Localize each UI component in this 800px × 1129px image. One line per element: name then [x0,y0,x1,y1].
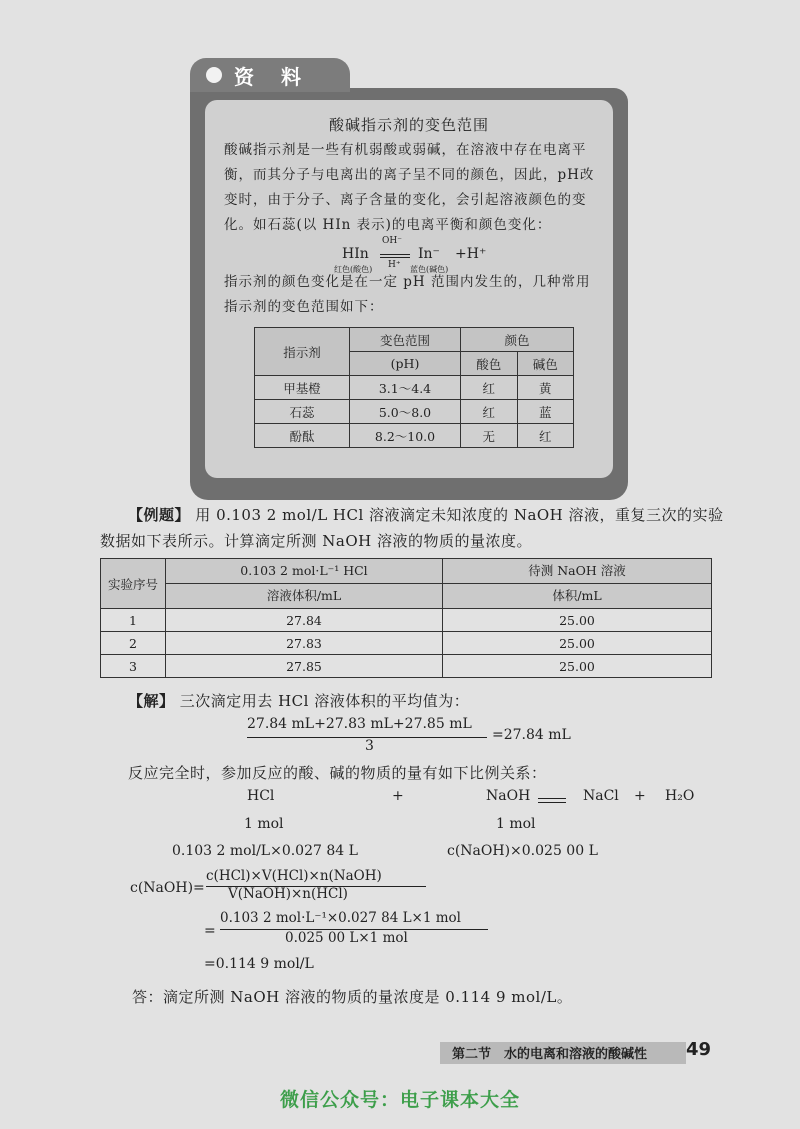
cell-range: 3.1～4.4 [350,376,461,400]
watermark: 微信公众号：电子课本大全 [279,1089,520,1111]
cell-naoh: 25.00 [443,609,712,632]
concentration-result: =0.114 9 mol/L [204,956,314,972]
plus-sign-2: + [634,788,646,804]
cell-name: 甲基橙 [255,376,350,400]
th-experiment-no: 实验序号 [101,559,166,609]
equals-sign: = [204,923,216,939]
cell-hcl: 27.85 [166,655,443,678]
table-row [101,632,712,655]
substitution-numerator: 0.103 2 mol·L⁻¹×0.027 84 L×1 mol [220,910,461,926]
table-row [255,376,574,400]
th-naoh-2: 体积/mL [443,584,712,609]
th-hcl-1: 0.103 2 mol·L⁻¹ HCl [166,559,443,584]
cell-no: 3 [101,655,166,678]
info-box-title: 酸碱指示剂的变色范围 [328,116,489,134]
th-range: 变色范围 [350,328,461,352]
page-number: 49 [686,1039,712,1060]
concentration-denominator: V(NaOH)×n(HCl) [228,886,348,902]
example-line-1 [128,502,738,528]
info-tab-label: 资 料 [234,65,311,89]
eq-left: HIn [342,246,369,262]
equilibrium-arrow-icon-2 [380,257,410,258]
cell-no: 1 [101,609,166,632]
th-base: 碱色 [517,352,574,376]
eq-arrow-top: OH⁻ [382,236,402,246]
cell-name: 石蕊 [255,400,350,424]
cell-naoh: 25.00 [443,632,712,655]
cell-base: 红 [517,424,574,448]
cell-acid: 红 [461,376,518,400]
table-row [101,655,712,678]
th-naoh-1: 待测 NaOH 溶液 [443,559,712,584]
solution-line [128,688,728,714]
cell-range: 8.2～10.0 [350,424,461,448]
cell-range: 5.0～8.0 [350,400,461,424]
bullet-icon [206,67,222,83]
reaction-line: 反应完全时，参加反应的酸、碱的物质的量有如下比例关系： [128,764,547,782]
cell-base: 蓝 [517,400,574,424]
th-hcl-2: 溶液体积/mL [166,584,443,609]
th-indicator: 指示剂 [255,328,350,376]
amount-naoh: c(NaOH)×0.025 00 L [447,843,598,859]
reactant-hcl: HCl [247,788,275,804]
cell-base: 黄 [517,376,574,400]
cell-acid: 无 [461,424,518,448]
cell-no: 2 [101,632,166,655]
eq-right-note: 蓝色(碱色) [410,265,449,274]
cell-name: 酚酞 [255,424,350,448]
th-range-unit: (pH) [350,352,461,376]
answer-line: 答：滴定所测 NaOH 溶液的物质的量浓度是 0.114 9 mol/L。 [132,988,573,1006]
mol-hcl: 1 mol [244,816,284,832]
concentration-numerator: c(HCl)×V(HCl)×n(NaOH) [206,868,382,884]
eq-left-note: 红色(酸色) [334,265,373,274]
table-row [101,609,712,632]
eq-right: In⁻ [418,246,440,262]
concentration-lhs: c(NaOH)= [130,880,205,896]
titration-data-table [100,558,712,678]
example-text-1: 用 0.103 2 mol/L HCl 溶液滴定未知浓度的 NaOH 溶液，重复三次的实验 [195,506,724,524]
reactant-naoh: NaOH [486,788,531,804]
average-result: =27.84 mL [492,727,571,743]
cell-hcl: 27.83 [166,632,443,655]
product-h2o: H₂O [665,788,695,804]
substitution-denominator: 0.025 00 L×1 mol [285,930,408,946]
example-label: 【例题】 [128,506,191,524]
solution-text: 三次滴定用去 HCl 溶液体积的平均值为： [179,692,470,710]
indicator-table [254,327,574,448]
th-acid: 酸色 [461,352,518,376]
eq-arrow-bottom: H⁺ [388,260,401,270]
mol-naoh: 1 mol [496,816,536,832]
info-paragraph-1: 酸碱指示剂是一些有机弱酸或弱碱，在溶液中存在电离平衡，而其分子与电离出的离子呈不同的颜色，因此，pH改变时，由于分子、离子含量的变化，会引起溶液颜色的变化。如石蕊(以 HIn 表示)的电离平衡和颜色变化： [224,142,595,233]
amount-hcl: 0.103 2 mol/L×0.027 84 L [172,843,358,859]
equilibrium-arrow-icon [380,254,410,255]
section-title: 第二节 水的电离和溶液的酸碱性 [452,1047,648,1062]
cell-naoh: 25.00 [443,655,712,678]
litmus-equilibrium-equation [250,236,550,272]
example-line-2: 数据如下表所示。计算滴定所测 NaOH 溶液的物质的量浓度。 [100,532,532,550]
table-row [255,424,574,448]
solution-label: 【解】 [128,692,175,710]
plus-sign: + [392,788,404,804]
cell-acid: 红 [461,400,518,424]
product-nacl: NaCl [583,788,619,804]
table-row [255,400,574,424]
info-tab [190,58,350,92]
eq-plus-h: +H⁺ [455,246,487,262]
cell-hcl: 27.84 [166,609,443,632]
th-color: 颜色 [461,328,574,352]
average-denominator: 3 [365,738,374,754]
info-paragraph-2: 指示剂的颜色变化是在一定 pH 范围内发生的，几种常用指示剂的变色范围如下： [224,274,591,315]
average-numerator: 27.84 mL+27.83 mL+27.85 mL [247,716,472,732]
